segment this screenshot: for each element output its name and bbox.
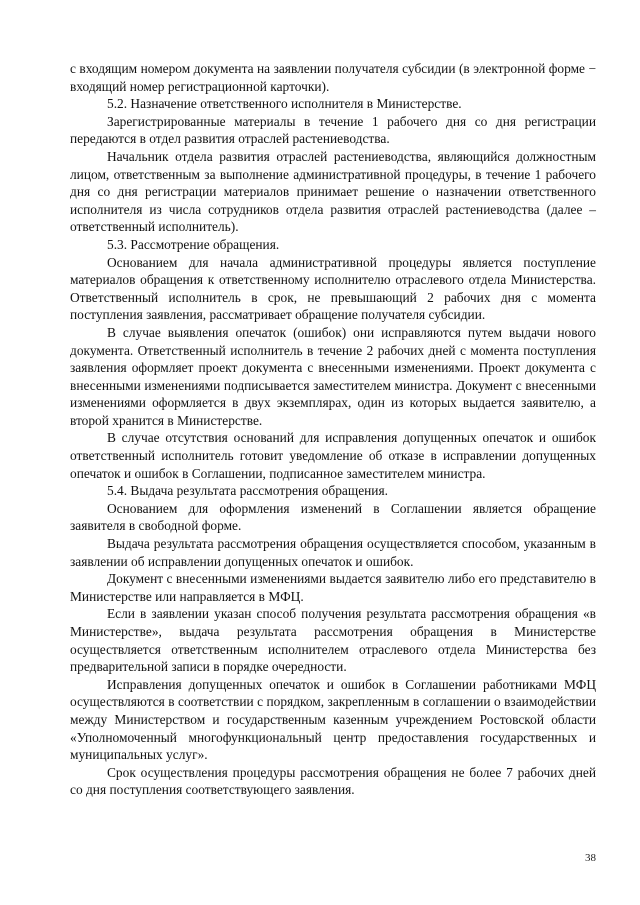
paragraph: Если в заявлении указан способ получения результата рассмотрения обращения «в Министерстве», выдача результата рассмотрения обращения в Министерстве осуществляется ответственным исполнителем отраслевого отдела Министерства без предварительной записи в порядке очередности. bbox=[70, 606, 596, 675]
paragraph: Зарегистрированные материалы в течение 1 рабочего дня со дня регистрации передаются в отдел развития отраслей растениеводства. bbox=[70, 113, 596, 147]
paragraph: Исправления допущенных опечаток и ошибок в Соглашении работниками МФЦ осуществляются в соответствии с порядком, закрепленным в соглашении о взаимодействии между Министерством и государственным казенным учреждением Ростовской области «Уполномоченный многофункциональный центр предоставления государственных и муниципальных услуг». bbox=[70, 676, 596, 763]
paragraph: В случае выявления опечаток (ошибок) они исправляются путем выдачи нового документа. Ответственный исполнитель в течение 2 рабочих дней с момента поступления заявления оформляет проект документа с внесенными изменениями. Проект документа с внесенными изменениями подписывается заместителем министра. Документ с внесенными изменениями оформляется в двух экземплярах, один из которых выдается заявителю, а второй хранится в Министерстве. bbox=[70, 324, 596, 428]
document-body bbox=[70, 60, 596, 799]
section-heading-5-4: 5.4. Выдача результата рассмотрения обращения. bbox=[107, 483, 388, 499]
page-number: 38 bbox=[585, 852, 596, 864]
paragraph: Основанием для начала административной процедуры является поступление материалов обращения к ответственному исполнителю отраслевого отдела Министерства. Ответственный исполнитель в срок, не превышающий 2 рабочих дня с момента поступления заявления, рассматривает обращение получателя субсидии. bbox=[70, 254, 596, 323]
paragraph: Выдача результата рассмотрения обращения осуществляется способом, указанным в заявлении об исправлении допущенных опечаток и ошибок. bbox=[70, 536, 596, 569]
paragraph: Начальник отдела развития отраслей растениеводства, являющийся должностным лицом, ответственным за выполнение административной процедуры, в течение 1 рабочего дня со дня регистрации материалов принимает решение о назначении ответственного исполнителя из числа сотрудников отдела развития отраслей растениеводства (далее – ответственный исполнитель). bbox=[70, 148, 596, 235]
paragraph: Основанием для оформления изменений в Соглашении является обращение заявителя в свободной форме. bbox=[70, 500, 596, 534]
paragraph: В случае отсутствия оснований для исправления допущенных опечаток и ошибок ответственный исполнитель готовит уведомление об отказе в исправлении допущенных опечаток и ошибок в Соглашении, подписанное заместителем министра. bbox=[70, 430, 596, 481]
paragraph: с входящим номером документа на заявлении получателя субсидии (в электронной форме − входящий номер регистрационной карточки). bbox=[70, 61, 596, 94]
paragraph: Срок осуществления процедуры рассмотрения обращения не более 7 рабочих дней со дня поступления соответствующего заявления. bbox=[70, 764, 596, 798]
section-heading-5-3: 5.3. Рассмотрение обращения. bbox=[107, 236, 280, 252]
paragraph: Документ с внесенными изменениями выдается заявителю либо его представителю в Министерстве или направляется в МФЦ. bbox=[70, 571, 596, 604]
section-heading-5-2: 5.2. Назначение ответственного исполнителя в Министерстве. bbox=[107, 96, 462, 112]
